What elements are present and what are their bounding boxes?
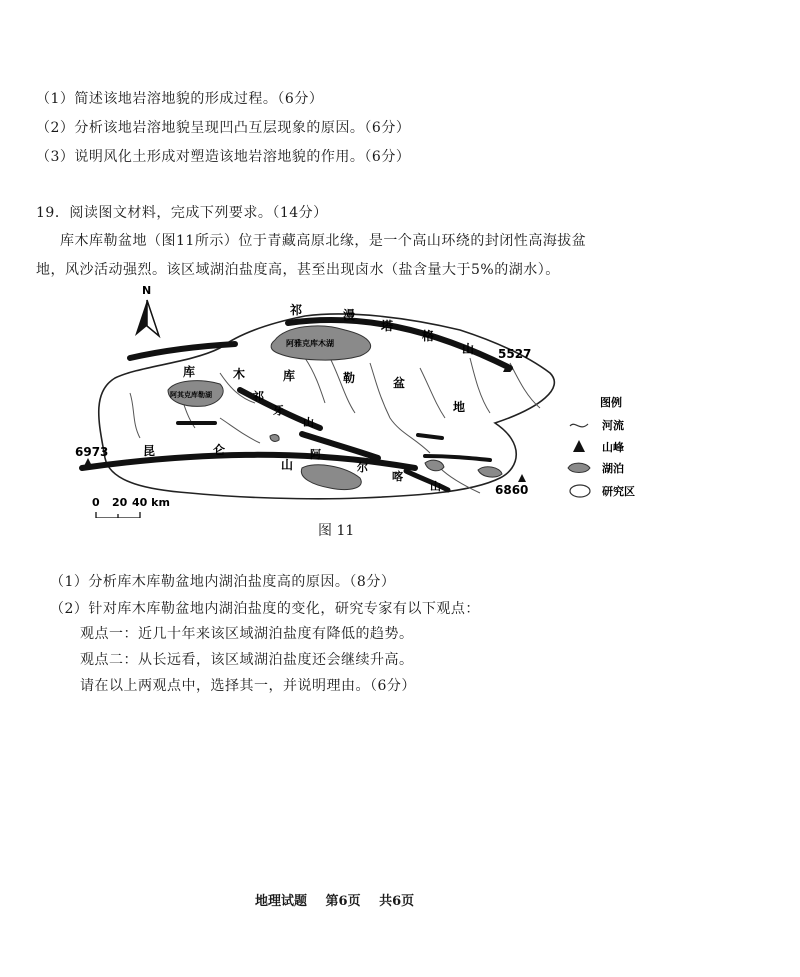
legend-study-area-label: 研究区 <box>602 485 635 498</box>
lake-small-1 <box>425 460 444 471</box>
lake-small-3 <box>270 435 279 442</box>
viewpoint-1: 观点一：近几十年来该区域湖泊盐度有降低的趋势。 <box>80 626 414 642</box>
basin-char-2: 木 <box>233 367 246 381</box>
footer-total: 共6页 <box>379 894 415 909</box>
peak-6860-label: 6860 <box>495 483 529 497</box>
peak-6973-label: 6973 <box>75 445 109 459</box>
viewpoint-2: 观点二：从长远看，该区域湖泊盐度还会继续升高。 <box>80 652 414 668</box>
scale-end: 40 km <box>132 496 170 509</box>
scale-mid: 20 <box>112 496 128 509</box>
basin-char-3: 库 <box>283 369 296 383</box>
legend-peak-label: 山峰 <box>602 441 624 454</box>
peak-6973-icon <box>84 458 92 466</box>
question-19-material-line-2: 地，风沙活动强烈。该区域湖泊盐度高，甚至出现卤水（盐含量大于5%的湖水）。 <box>36 262 560 278</box>
range-mid-char-1: 祁 <box>253 390 264 403</box>
range-mid-char-2: 牙 <box>273 404 284 417</box>
range-north-char-1: 祁 <box>290 303 303 317</box>
legend-study-area-icon <box>570 485 590 497</box>
range-se-char-2: 尔 <box>357 461 368 474</box>
range-north-char-4: 格 <box>422 329 435 343</box>
question-19-title: 19．阅读图文材料，完成下列要求。（14分） <box>36 205 328 221</box>
figure-caption: 图 11 <box>318 523 355 539</box>
north-label: N <box>142 284 152 297</box>
lake-south <box>301 465 361 490</box>
question-19-part-2: （2）针对库木库勒盆地内湖泊盐度的变化，研究专家有以下观点： <box>50 601 480 617</box>
legend-river-label: 河流 <box>602 419 624 432</box>
range-south-char-2: 仑 <box>213 443 226 457</box>
legend-lake-icon <box>568 463 590 472</box>
peak-5527-label: 5527 <box>498 347 532 361</box>
footer-page: 第6页 <box>325 894 361 909</box>
legend-lake-label: 湖泊 <box>602 462 624 475</box>
question-18-part-3: （3）说明风化土形成对塑造该地岩溶地貌的作用。（6分） <box>36 149 411 165</box>
page-footer <box>255 890 428 909</box>
scale-bar <box>96 512 140 518</box>
question-18-part-2: （2）分析该地岩溶地貌呈现凹凸互层现象的原因。（6分） <box>36 120 411 136</box>
basin-char-5: 盆 <box>393 376 406 390</box>
lake-small-2 <box>478 467 502 477</box>
north-arrow-icon <box>135 300 159 336</box>
range-north-char-5: 山 <box>462 342 475 356</box>
range-mid-char-3: 山 <box>303 416 314 429</box>
instruction-choose: 请在以上两观点中，选择其一，并说明理由。（6分） <box>80 678 416 694</box>
range-se-char-3: 喀 <box>392 470 403 483</box>
question-19-material-line-1: 库木库勒盆地（图11所示）位于青藏高原北缘，是一个高山环绕的封闭性高海拔盆 <box>60 233 587 249</box>
basin-map <box>70 278 670 518</box>
range-south-char-3: 山 <box>281 458 294 472</box>
scale-zero: 0 <box>92 496 100 509</box>
question-19-part-1: （1）分析库木库勒盆地内湖泊盐度高的原因。（8分） <box>50 574 396 590</box>
lake-aqqikkol-label: 阿其克库勒湖 <box>170 391 212 399</box>
range-se-char-4: 山 <box>430 480 441 493</box>
question-18-part-1: （1）简述该地岩溶地貌的形成过程。（6分） <box>36 91 324 107</box>
legend-peak-icon <box>573 440 585 452</box>
footer-subject: 地理试题 <box>255 894 308 909</box>
range-north-char-3: 塔 <box>381 319 394 333</box>
legend-title: 图例 <box>600 396 622 409</box>
basin-char-4: 勒 <box>343 371 356 385</box>
basin-char-1: 库 <box>183 365 196 379</box>
peak-6860-icon <box>518 474 526 482</box>
range-south-char-1: 昆 <box>143 444 156 458</box>
range-north-char-2: 漫 <box>343 308 356 322</box>
basin-char-6: 地 <box>453 400 466 414</box>
range-se-char-1: 阿 <box>310 448 321 461</box>
lake-ayakkum-label: 阿雅克库木湖 <box>286 339 334 348</box>
legend-river-icon <box>570 424 588 427</box>
